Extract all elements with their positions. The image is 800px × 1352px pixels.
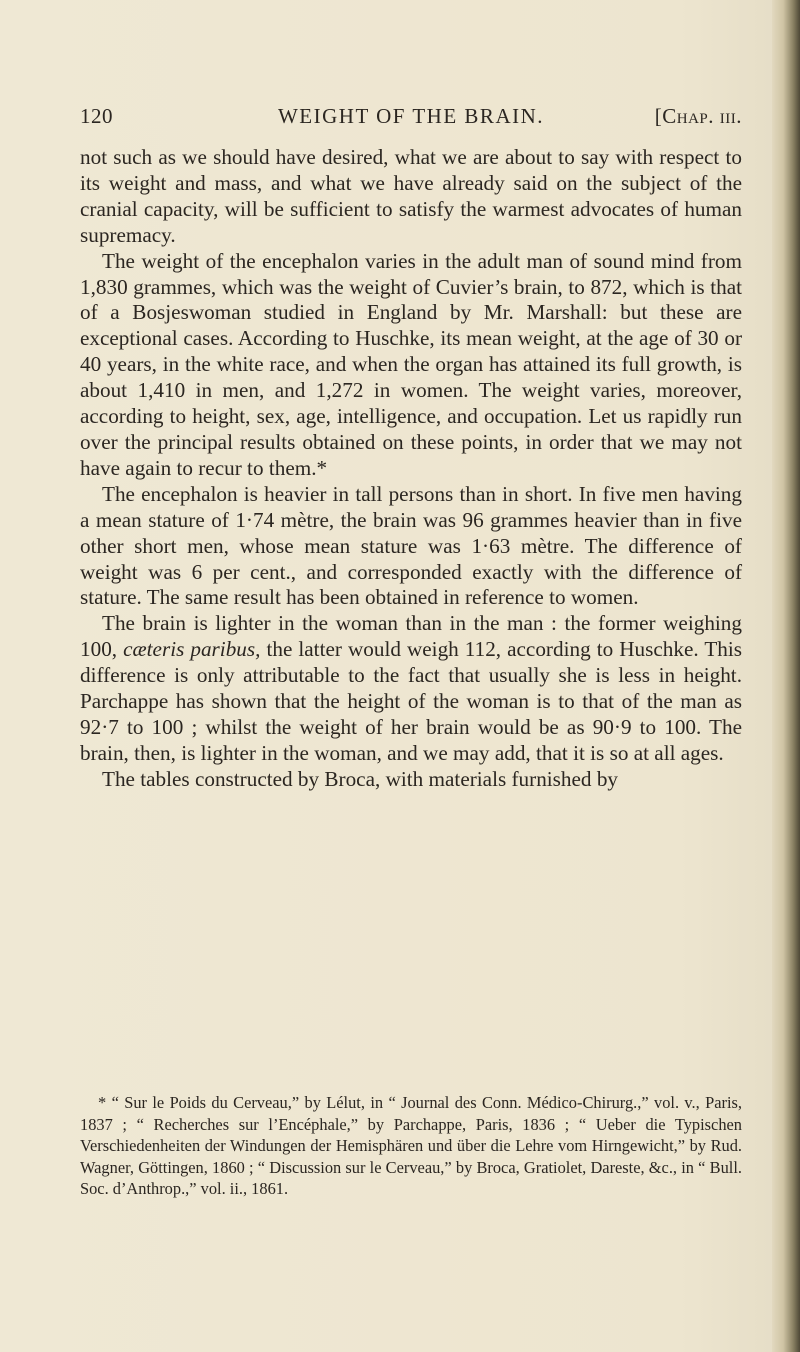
body-text	[80, 145, 742, 793]
paragraph-stature: The encephalon is heavier in tall persons than in short. In five men having a mean stature of 1·74 mètre, the brain was 96 grammes heavier than in five other short men, whose mean stature was 1·63 mètre. The difference of weight was 6 per cent., and corresponded exactly with the difference of stature. The same result has been obtained in reference to women.	[80, 481, 742, 610]
page-edge-shadow	[772, 0, 800, 1352]
running-header	[80, 104, 742, 140]
chapter-label: [Chap. iii.	[654, 104, 742, 128]
paragraph-continued: not such as we should have desired, what we are about to say with respect to its weight and mass, and what we have already said on the subject of the cranial capacity, will be sufficient to satisfy the warmest advocates of human supremacy.	[80, 145, 742, 247]
footnote	[80, 1092, 742, 1200]
paragraph-weight-encephalon: The weight of the encephalon varies in the adult man of sound mind from 1,830 grammes, which was the weight of Cuvier’s brain, to 872, which is that of a Bosjeswoman studied in England by Mr. Marshall: but these are exceptional cases. According to Huschke, its mean weight, at the age of 30 or 40 years, in the white race, and when the organ has attained its full growth, is about 1,410 in men, and 1,272 in women. The weight varies, moreover, according to height, sex, age, intelligence, and occupation. Let us rapidly run over the principal results obtained on these points, in order that we may not have again to recur to them.*	[80, 248, 742, 480]
running-title: WEIGHT OF THE BRAIN.	[277, 104, 545, 128]
paragraph-sex-difference	[80, 611, 742, 766]
footnote-text: * “ Sur le Poids du Cerveau,” by Lélut, in “ Journal des Conn. Médico-Chirurg.,” vol. v., Paris, 1837 ; “ Recherches sur l’Encéphale,” by Parchappe, Paris, 1836 ; “ Ueber die Typischen Verschiedenheiten der Windungen der Hemisphären und über die Lehre vom Hirngewicht,” by Rud. Wagner, Göttingen, 1860 ; “ Discussion sur le Cerveau,” by Broca, Gratiolet, Dareste, &c., in “ Bull. Soc. d’Anthrop.,” vol. ii., 1861.	[80, 1093, 742, 1199]
paragraph-broca-tables: The tables constructed by Broca, with materials furnished by	[102, 766, 619, 791]
latin-phrase: cæteris paribus,	[123, 637, 261, 662]
paragraph-sex-difference-b: the latter would weigh 112, according to Huschke. This difference is only attributable to the fact that usually she is less in height. Parchappe has shown that the height of the woman is to that of the man as 92·7 to 100 ; whilst the weight of her brain would be as 90·9 to 100. The brain, then, is lighter in the woman, and we may add, that it is so at all ages.	[80, 637, 742, 765]
page-number: 120	[80, 104, 113, 128]
paragraph-sex-difference-a: The brain is lighter in the woman than in the man : the former weighing 100,	[80, 611, 742, 662]
